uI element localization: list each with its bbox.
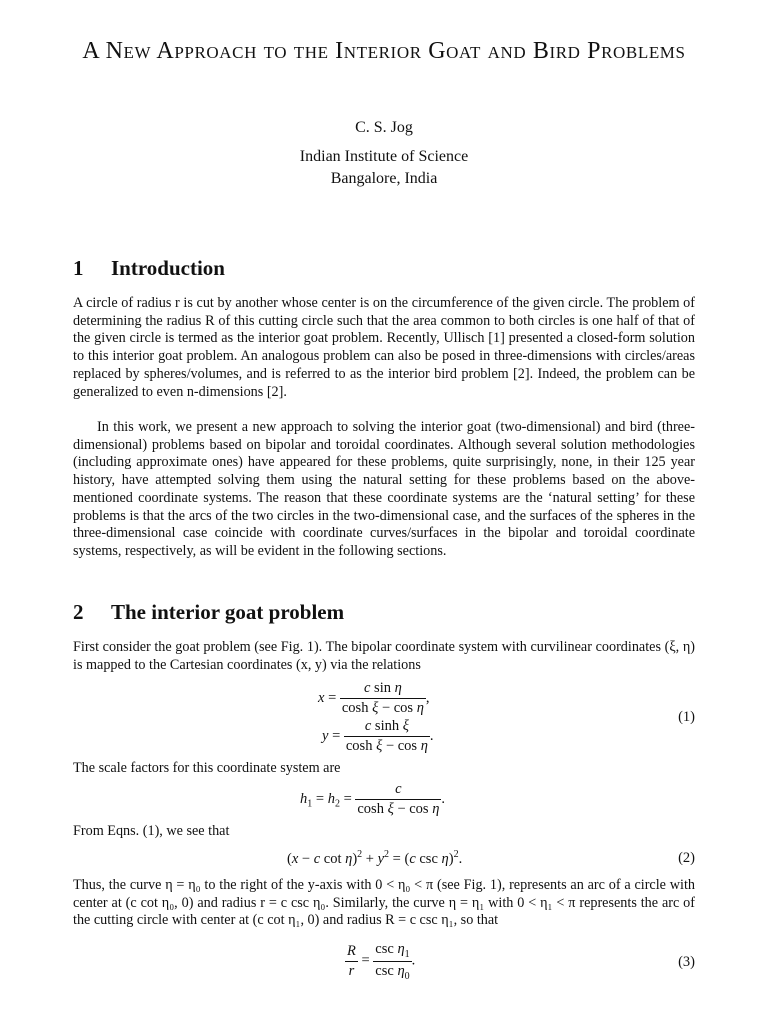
goat-paragraph-2: The scale factors for this coordinate system are xyxy=(73,760,341,776)
equation-radius-ratio: $\frac{R}{r}$ = $\frac{\csc \eta_1}{\csc \eta_0}$ . xyxy=(347,941,416,982)
goat-paragraph-3: From Eqns. (1), we see that xyxy=(73,823,230,839)
equation-scale-factors: $h_1 = h_2$ = $\frac{c}{\text{cosh ξ − cos η}}$ . xyxy=(300,781,446,817)
section-number: 2 xyxy=(73,600,84,624)
section-title: The interior goat problem xyxy=(111,600,345,624)
section-heading-goat-problem xyxy=(73,600,344,625)
equation-circle: (x − c $\cot \eta)^2 + y^2 = (c$ csc η)$^2$. xyxy=(287,849,463,867)
intro-paragraph-2: In this work, we present a new approach to solving the interior goat (two-dimensional) and bird (three-dimensional) problems based on bipolar and toroidal coordinates. Although several solution methodologies (including approximate ones) have appeared for these problems, quite surprisingly, none, in their 125 year history, have attempted solving them using the natural setting for these problems based on the above-mentioned coordinate systems. The reason that these coordinate systems are the ‘natural setting’ for these problems is that the arcs of the two circles in the two-dimensional case, and the surfaces of the spheres in the three-dimensional case coincide with coordinate curves/surfaces in the bipolar and toroidal coordinate systems, respectively, as will be evident in the following sections. xyxy=(73,419,695,559)
goat-paragraph-1: First consider the goat problem (see Fig. 1). The bipolar coordinate system with curvilinear coordinates (ξ, η) is mapped to the Cartesian coordinates (x, y) via the relations xyxy=(73,639,695,673)
equation-y-relation: y = $\frac{\text{c sinh ξ}}{\text{cosh ξ − cos η}}$ . xyxy=(322,718,434,754)
equation-number: (2) xyxy=(678,850,695,866)
affiliation-institute: Indian Institute of Science xyxy=(299,148,469,165)
affiliation-city: Bangalore, India xyxy=(330,170,438,187)
affiliation xyxy=(0,146,768,190)
goat-paragraph-4: Thus, the curve η = η₀ to the right of the y-axis with 0 < η₀ < π (see Fig. 1), represents an arc of a circle with center at (c cot η₀, 0) and radius r = c csc η₀. Similarly, the curve η = η₁ with 0 < η₁ < π represents the arc of the cutting circle with center at (c cot η₁, 0) and radius R = c csc η₁, so that xyxy=(73,877,695,929)
author-name: C. S. Jog xyxy=(355,119,413,136)
intro-paragraph-1: A circle of radius r is cut by another whose center is on the circumference of the given circle. The problem of determining the radius R of this cutting circle such that the area common to both circles is one half of that of the given circle is termed as the interior goat problem. Recently, Ullisch [1] presented a closed-form solution to this interior goat problem. An analogous problem can also be posed in three-dimensions with circles/areas replaced by spheres/volumes, and is referred to as the interior bird problem [2]. Indeed, the problem can be generalized to even n-dimensions [2]. xyxy=(73,295,695,400)
paper-title: A New Approach to the Interior Goat and Bird Problems xyxy=(82,38,686,64)
section-number: 1 xyxy=(73,256,84,280)
section-title: Introduction xyxy=(111,256,225,280)
section-heading-introduction xyxy=(73,256,225,281)
equation-number: (3) xyxy=(678,954,695,970)
equation-number: (1) xyxy=(678,709,695,725)
equation-x-relation: x = $\frac{\text{c sin η}}{\text{cosh ξ − cos η}}$ , xyxy=(318,680,430,716)
